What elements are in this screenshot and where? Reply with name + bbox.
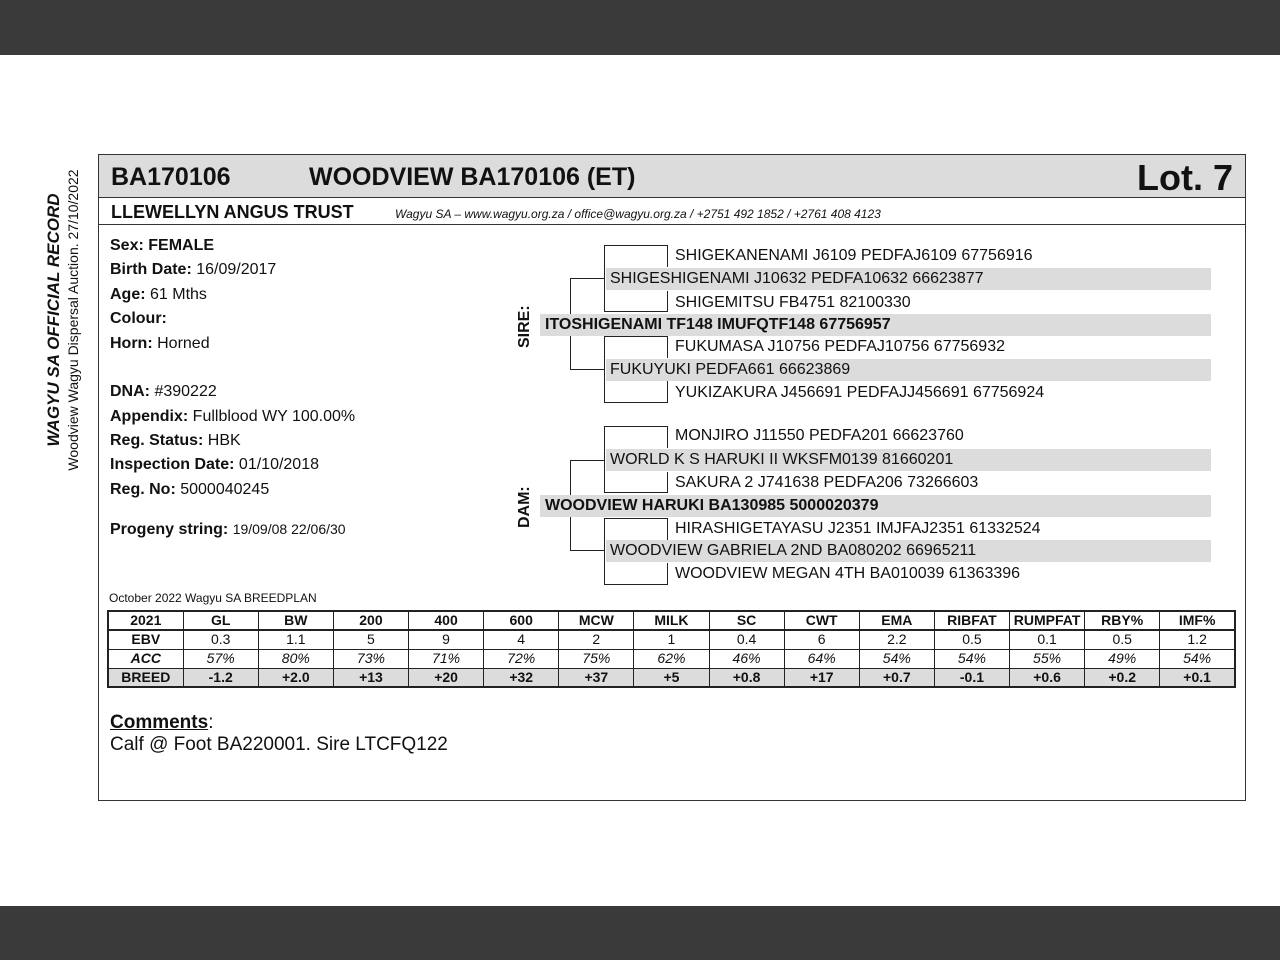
acc-cell: 46% — [709, 649, 784, 668]
auction-label: Woodview Wagyu Dispersal Auction. 27/10/2022 — [65, 169, 81, 471]
sire-sire-bracket — [667, 291, 668, 312]
trait-header: GL — [183, 611, 258, 630]
ebv-cell: 6 — [784, 630, 859, 649]
acc-cell: 64% — [784, 649, 859, 668]
official-record-label: WAGYU SA OFFICIAL RECORD — [44, 193, 63, 447]
dam-dam-bracket — [667, 563, 668, 585]
lot-number: Lot. 7 — [1137, 157, 1233, 198]
breed-cell: +0.8 — [709, 668, 784, 687]
dam: WOODVIEW HARUKI BA130985 5000020379 — [540, 495, 1211, 517]
breed-cell: +5 — [634, 668, 709, 687]
animal-name: WOODVIEW BA170106 (ET) — [309, 163, 636, 191]
acc-cell: 75% — [559, 649, 634, 668]
sire-sire-dam: SHIGEMITSU FB4751 82100330 — [675, 294, 911, 311]
trait-header: RUMPFAT — [1010, 611, 1085, 630]
reg-status-field: Reg. Status: HBK — [110, 432, 241, 449]
sire-sire-sire: SHIGEKANENAMI J6109 PEDFAJ6109 67756916 — [675, 247, 1033, 264]
sire-sire-bracket — [604, 245, 667, 246]
acc-cell: 73% — [333, 649, 408, 668]
acc-cell: 54% — [934, 649, 1009, 668]
trait-header: RBY% — [1085, 611, 1160, 630]
reg-no-field: Reg. No: 5000040245 — [110, 481, 270, 498]
sire: ITOSHIGENAMI TF148 IMUFQTF148 67756957 — [540, 314, 1211, 336]
acc-cell: 55% — [1010, 649, 1085, 668]
breed-cell: +37 — [559, 668, 634, 687]
dam-sire-bracket — [604, 426, 667, 427]
ebv-cell: 0.5 — [1085, 630, 1160, 649]
breed-cell: -0.1 — [934, 668, 1009, 687]
acc-cell: 80% — [258, 649, 333, 668]
row-label: EBV — [108, 630, 183, 649]
breed-cell: -1.2 — [183, 668, 258, 687]
ebv-header-row — [108, 611, 1235, 630]
trait-header: CWT — [784, 611, 859, 630]
sire-sire: SHIGESHIGENAMI J10632 PEDFA10632 66623877 — [606, 268, 1211, 290]
card-header — [99, 155, 1245, 198]
ebv-cell: 1 — [634, 630, 709, 649]
dam-sire-bracket — [604, 426, 605, 493]
colour-field: Colour: — [110, 310, 167, 327]
appendix-field: Appendix: Fullblood WY 100.00% — [110, 408, 356, 425]
top-bar — [0, 0, 1280, 55]
ebv-cell: 2.2 — [859, 630, 934, 649]
animal-id: BA170106 — [111, 163, 231, 191]
acc-cell: 49% — [1085, 649, 1160, 668]
sire-bracket — [570, 278, 604, 279]
dam-sire-dam: SAKURA 2 J741638 PEDFA206 73266603 — [675, 474, 979, 491]
acc-cell: 62% — [634, 649, 709, 668]
ebv-cell: 1.2 — [1160, 630, 1235, 649]
dam-sire-sire: MONJIRO J11550 PEDFA201 66623760 — [675, 427, 964, 444]
bottom-bar — [0, 906, 1280, 960]
acc-cell: 54% — [859, 649, 934, 668]
ebv-cell: 5 — [333, 630, 408, 649]
inspection-date-field: Inspection Date: 01/10/2018 — [110, 456, 319, 473]
sire-label: SIRE: — [516, 305, 533, 348]
breed-cell: +32 — [484, 668, 559, 687]
ebv-cell: 0.1 — [1010, 630, 1085, 649]
dam-dam-dam: WOODVIEW MEGAN 4TH BA010039 61363396 — [675, 565, 1021, 582]
breed-cell: +0.7 — [859, 668, 934, 687]
sire-dam-bracket — [604, 336, 605, 403]
breed-cell: +17 — [784, 668, 859, 687]
trait-header: IMF% — [1160, 611, 1235, 630]
ebv-cell: 9 — [409, 630, 484, 649]
comments-heading: Comments: — [110, 712, 214, 733]
horn-field: Horn: Horned — [110, 335, 210, 352]
sire-sire-bracket — [604, 245, 605, 312]
sire-dam-bracket — [604, 402, 667, 403]
record-card — [98, 154, 1246, 801]
progeny-string-field: Progeny string: 19/09/08 22/06/30 — [110, 521, 346, 538]
trait-header: MILK — [634, 611, 709, 630]
dam-dam-bracket — [604, 584, 667, 585]
acc-cell: 71% — [409, 649, 484, 668]
acc-row — [108, 649, 1235, 668]
dam-bracket — [570, 460, 604, 461]
breed-cell: +0.2 — [1085, 668, 1160, 687]
ebv-cell: 0.3 — [183, 630, 258, 649]
sire-sire-bracket — [604, 311, 667, 312]
ebv-cell: 0.4 — [709, 630, 784, 649]
comments-text: Calf @ Foot BA220001. Sire LTCFQ122 — [110, 734, 448, 755]
dam-sire: WORLD K S HARUKI II WKSFM0139 81660201 — [606, 449, 1211, 471]
ebv-table — [107, 610, 1236, 688]
dna-field: DNA: #390222 — [110, 383, 217, 400]
dam-label: DAM: — [516, 486, 533, 528]
trait-header: RIBFAT — [934, 611, 1009, 630]
sire-dam-dam: YUKIZAKURA J456691 PEDFAJJ456691 67756924 — [675, 384, 1045, 401]
sex-field: Sex: FEMALE — [110, 237, 215, 254]
sire-dam-bracket — [667, 336, 668, 358]
dam-dam-bracket — [604, 518, 605, 585]
ebv-cell: 0.5 — [934, 630, 1009, 649]
birth-date-field: Birth Date: 16/09/2017 — [110, 261, 277, 278]
breed-cell: +0.1 — [1160, 668, 1235, 687]
sire-dam-bracket — [604, 336, 667, 337]
trait-header: EMA — [859, 611, 934, 630]
trait-header: BW — [258, 611, 333, 630]
ebv-year: 2021 — [108, 611, 183, 630]
trait-header: 600 — [484, 611, 559, 630]
acc-cell: 72% — [484, 649, 559, 668]
sire-dam-sire: FUKUMASA J10756 PEDFAJ10756 67756932 — [675, 338, 1005, 355]
dam-sire-bracket — [604, 492, 667, 493]
breedplan-title: October 2022 Wagyu SA BREEDPLAN — [109, 591, 317, 605]
sire-dam: FUKUYUKI PEDFA661 66623869 — [606, 359, 1211, 381]
age-field: Age: 61 Mths — [110, 286, 207, 303]
row-label: ACC — [108, 649, 183, 668]
acc-cell: 54% — [1160, 649, 1235, 668]
ebv-cell: 2 — [559, 630, 634, 649]
ebv-cell: 1.1 — [258, 630, 333, 649]
sire-dam-bracket — [667, 381, 668, 403]
trait-header: MCW — [559, 611, 634, 630]
breeder-name: LLEWELLYN ANGUS TRUST — [111, 202, 354, 222]
breed-cell: +20 — [409, 668, 484, 687]
breed-cell: +0.6 — [1010, 668, 1085, 687]
contact-info: Wagyu SA – www.wagyu.org.za / office@wagyu.org.za / +2751 492 1852 / +2761 408 4123 — [395, 207, 881, 221]
acc-cell: 57% — [183, 649, 258, 668]
sire-bracket — [570, 369, 604, 370]
dam-dam: WOODVIEW GABRIELA 2ND BA080202 66965211 — [606, 540, 1211, 562]
dam-bracket — [570, 550, 604, 551]
ebv-row — [108, 630, 1235, 649]
trait-header: 400 — [409, 611, 484, 630]
trait-header: SC — [709, 611, 784, 630]
breeder-row — [99, 199, 1245, 225]
ebv-cell: 4 — [484, 630, 559, 649]
breed-cell: +13 — [333, 668, 408, 687]
dam-dam-bracket — [667, 518, 668, 540]
breed-row — [108, 668, 1235, 687]
trait-header: 200 — [333, 611, 408, 630]
sire-sire-bracket — [667, 245, 668, 267]
dam-dam-bracket — [604, 518, 667, 519]
dam-sire-bracket — [667, 472, 668, 493]
breed-cell: +2.0 — [258, 668, 333, 687]
dam-dam-sire: HIRASHIGETAYASU J2351 IMJFAJ2351 61332524 — [675, 520, 1041, 537]
dam-sire-bracket — [667, 426, 668, 448]
row-label: BREED — [108, 668, 183, 687]
